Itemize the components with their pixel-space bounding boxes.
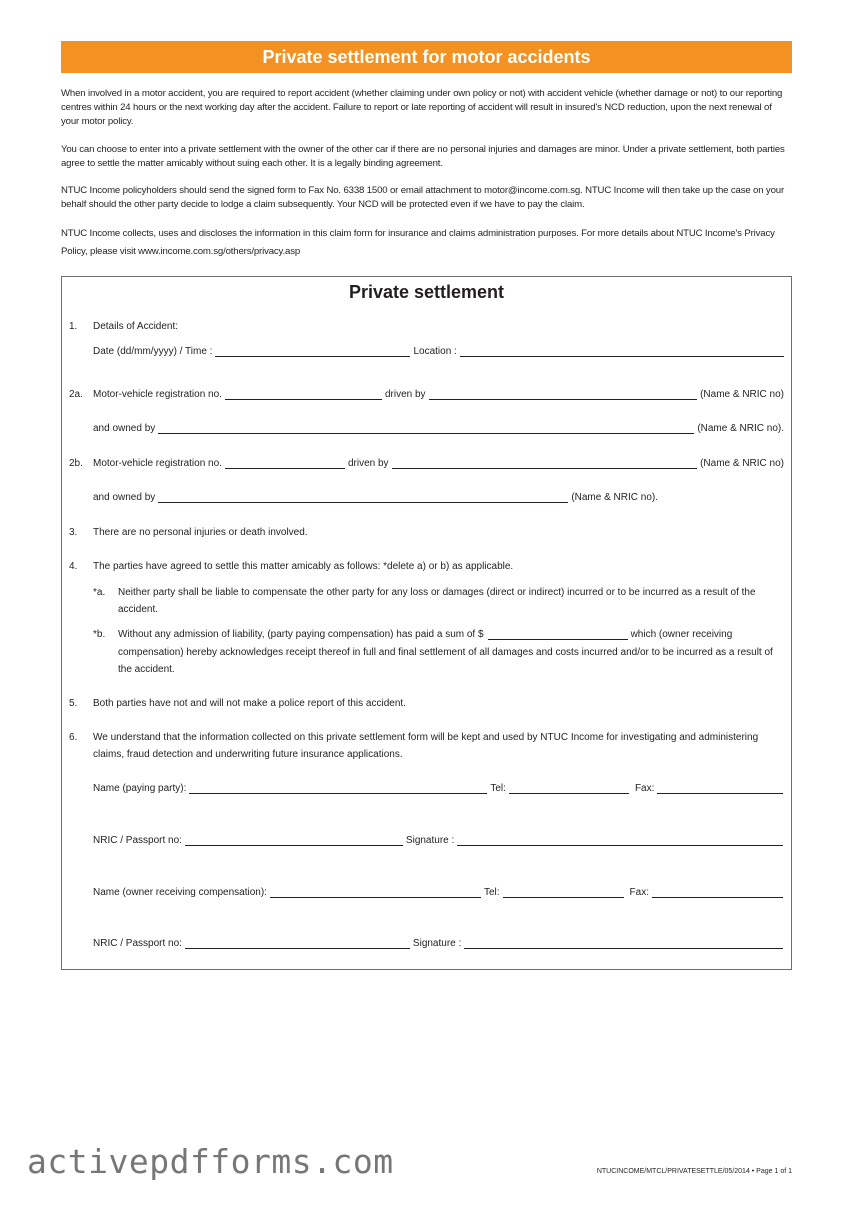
vehicle-b-owner-field[interactable] [158, 493, 568, 503]
paying-party-signature-label: Signature : [405, 835, 455, 846]
paying-party-fax-label: Fax: [634, 783, 655, 794]
receiving-party-name-field[interactable] [270, 888, 481, 898]
option-b-amount-row [118, 629, 783, 640]
intro-paragraph-private-settlement: You can choose to enter into a private settlement with the owner of the other car if there are no personal injuries and damages are minor. Under a private settlement, both parties agree to settle the matter amicably without suing each other. It is a legally binding agreement. [61, 144, 785, 169]
vehicle-a-reg-label: Motor-vehicle registration no. [93, 389, 222, 400]
paying-party-signature-field[interactable] [457, 836, 783, 846]
paying-party-fax-field[interactable] [657, 784, 783, 794]
paying-party-name-field[interactable] [189, 784, 487, 794]
receiving-party-name-label: Name (owner receiving compensation): [93, 887, 267, 898]
receiving-party-fax-label: Fax: [629, 887, 649, 898]
vehicle-b-owned-label: and owned by [93, 492, 156, 503]
option-b-text-start: Without any admission of liability, (party paying compensation) has paid a sum of $ [118, 629, 484, 640]
option-b-text-middle: which (owner receiving [630, 629, 733, 640]
vehicle-b-owner-suffix: (Name & NRIC no). [571, 492, 658, 503]
section-3-number: 3. [69, 527, 78, 538]
receiving-party-tel-field[interactable] [503, 888, 624, 898]
vehicle-b-driven-label: driven by [347, 458, 389, 469]
vehicle-b-driver-field[interactable] [392, 459, 698, 469]
date-time-field[interactable] [215, 347, 410, 357]
section-2b-number: 2b. [69, 458, 83, 469]
vehicle-b-reg-label: Motor-vehicle registration no. [93, 458, 222, 469]
receiving-party-tel-label: Tel: [483, 887, 500, 898]
settlement-terms-intro: The parties have agreed to settle this matter amicably as follows: *delete a) or b) as applicable. [93, 561, 514, 572]
vehicle-a-owner-suffix: (Name & NRIC no). [697, 423, 784, 434]
paying-party-row [93, 783, 783, 794]
vehicle-a-owner-field[interactable] [158, 424, 694, 434]
receiving-party-signature-label: Signature : [412, 938, 462, 949]
form-title-banner: Private settlement for motor accidents [61, 41, 792, 73]
location-label: Location : [413, 346, 457, 357]
vehicle-a-driver-field[interactable] [429, 390, 698, 400]
accident-date-location-row [93, 346, 784, 357]
vehicle-a-owned-label: and owned by [93, 423, 156, 434]
paying-party-nric-field[interactable] [185, 836, 403, 846]
paying-party-id-row [93, 835, 783, 846]
vehicle-b-driver-suffix: (Name & NRIC no) [700, 458, 784, 469]
vehicle-a-driver-suffix: (Name & NRIC no) [700, 389, 784, 400]
receiving-party-signature-field[interactable] [464, 939, 783, 949]
section-1-heading: Details of Accident: [93, 321, 179, 332]
paying-party-tel-label: Tel: [490, 783, 506, 794]
vehicle-a-driven-label: driven by [384, 389, 426, 400]
paying-party-tel-field[interactable] [509, 784, 629, 794]
settlement-form-title: Private settlement [348, 282, 505, 302]
no-injuries-statement: There are no personal injuries or death involved. [93, 527, 308, 538]
location-field[interactable] [460, 347, 784, 357]
watermark-text: activepdfforms.com [27, 1142, 394, 1181]
settlement-form-box [61, 276, 792, 970]
receiving-party-nric-label: NRIC / Passport no: [93, 938, 182, 949]
vehicle-b-row [93, 458, 784, 469]
no-police-report-statement: Both parties have not and will not make a police report of this accident. [93, 698, 406, 709]
receiving-party-fax-field[interactable] [652, 888, 783, 898]
section-5-number: 5. [69, 698, 78, 709]
receiving-party-row [93, 887, 783, 898]
footer-code: NTUCINCOME/MTCL/PRIVATESETTLE/05/2014 • Page 1 of 1 [596, 1168, 792, 1175]
paying-party-name-label: Name (paying party): [93, 783, 187, 794]
vehicle-a-row [93, 389, 784, 400]
section-1-number: 1. [69, 321, 78, 332]
intro-paragraph-submission: NTUC Income policyholders should send the signed form to Fax No. 6338 1500 or email attachment to motor@income.com.sg. NTUC Income will then take up the case on your behalf should the other party decide to lodge a claim subsequently. Your NCD will be protected even if we have to pay the claim. [61, 185, 784, 210]
section-4-number: 4. [69, 561, 78, 572]
option-a-text: Neither party shall be liable to compensate the other party for any loss or damages (direct or indirect) incurred or to be incurred as a result of the accident. [118, 587, 756, 615]
vehicle-a-owner-row [93, 423, 784, 434]
option-b-text-end: compensation) hereby acknowledges receipt thereof in full and final settlement of all damages and costs incurred and/or to be incurred as a result of the accident. [118, 647, 773, 675]
vehicle-a-reg-field[interactable] [225, 390, 382, 400]
compensation-amount-field[interactable] [488, 630, 628, 640]
section-2a-number: 2a. [69, 389, 83, 400]
paying-party-nric-label: NRIC / Passport no: [93, 835, 182, 846]
intro-paragraph-reporting: When involved in a motor accident, you are required to report accident (whether claiming under own policy or not) with accident vehicle (whether damage or not) to our reporting centres within 24 hours or the next working day after the accident. Failure to report or late reporting of accident will result in insured's NCD reduction, upon the next renewal of your motor policy. [61, 88, 783, 127]
option-b-marker: *b. [93, 629, 106, 640]
data-usage-statement: We understand that the information collected on this private settlement form will be kept and used by NTUC Income for investigating and administering claims, fraud detection and underwriting future insurance applications. [93, 732, 759, 760]
receiving-party-nric-field[interactable] [185, 939, 410, 949]
date-time-label: Date (dd/mm/yyyy) / Time : [93, 346, 213, 357]
receiving-party-id-row [93, 938, 783, 949]
section-6-number: 6. [69, 732, 78, 743]
vehicle-b-reg-field[interactable] [225, 459, 345, 469]
vehicle-b-owner-row [93, 492, 658, 503]
intro-paragraph-privacy: NTUC Income collects, uses and discloses the information in this claim form for insurance and claims administration purposes. For more details about NTUC Income's Privacy Policy, please visit www.income.com.sg/others/privacy.asp [61, 228, 775, 257]
option-a-marker: *a. [93, 587, 106, 598]
